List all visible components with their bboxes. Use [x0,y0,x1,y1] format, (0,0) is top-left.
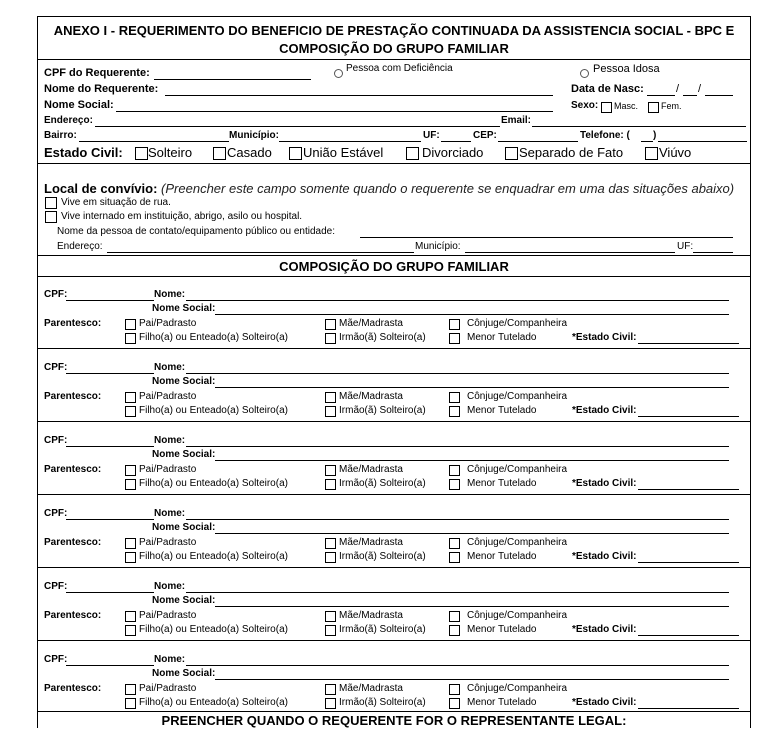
member-mae-label: Mãe/Madrasta [339,464,403,475]
member-filho-label: Filho(a) ou Enteado(a) Solteiro(a) [139,697,288,708]
convivio-endereco-field[interactable] [107,252,414,253]
member-irmao-label: Irmão(ã) Solteiro(a) [339,405,426,416]
member-nome-label: Nome: [154,435,186,446]
convivio-internado-checkbox[interactable] [45,211,57,223]
email-label: Email: [501,115,532,126]
data-separator: / [676,83,680,95]
member-mae-label: Mãe/Madrasta [339,683,403,694]
convivio-rua-label: Vive em situação de rua. [61,197,171,208]
member-menor-label: Menor Tutelado [467,478,537,489]
member-filho-checkbox[interactable] [125,698,136,709]
sexo-masc-label: Masc. [614,101,639,111]
member-filho-checkbox[interactable] [125,552,136,563]
member-cpf-field[interactable] [66,592,154,593]
member-irmao-checkbox[interactable] [325,625,336,636]
member-mae-label: Mãe/Madrasta [339,391,403,402]
member-pai-label: Pai/Padrasto [139,464,197,475]
member-conjuge-label: Cônjuge/Companheira [467,537,568,548]
telefone-label: Telefone: ( [580,130,630,141]
sexo-fem-checkbox[interactable] [648,102,659,113]
member-irmao-label: Irmão(ã) Solteiro(a) [339,697,426,708]
member-conjuge-checkbox[interactable] [449,465,460,476]
member-irmao-checkbox[interactable] [325,698,336,709]
member-pai-checkbox[interactable] [125,392,136,403]
member-parentesco-label: Parentesco: [44,464,102,475]
member-divider [37,421,751,422]
member-nome-social-label: Nome Social: [152,449,216,460]
nome-social-label: Nome Social: [44,99,114,111]
member-nome-field[interactable] [186,519,729,520]
member-conjuge-checkbox[interactable] [449,392,460,403]
member-cpf-field[interactable] [66,665,154,666]
member-filho-label: Filho(a) ou Enteado(a) Solteiro(a) [139,332,288,343]
member-menor-label: Menor Tutelado [467,332,537,343]
data-separator: / [698,83,702,95]
telefone-ddd-field[interactable] [641,141,653,142]
member-estado-civil-field[interactable] [638,562,739,563]
divider [37,255,751,256]
endereco-field[interactable] [95,126,500,127]
member-nome-social-label: Nome Social: [152,668,216,679]
radio-deficiencia[interactable] [334,69,343,78]
estado-civil-option: Divorciado [422,145,484,160]
form-title-line2: COMPOSIÇÃO DO GRUPO FAMILIAR [279,41,509,56]
uf-field[interactable] [441,141,471,142]
member-conjuge-checkbox[interactable] [449,319,460,330]
member-nome-field[interactable] [186,300,729,301]
nome-requerente-field[interactable] [165,95,553,96]
member-nome-social-field[interactable] [215,533,729,534]
member-estado-civil-field[interactable] [638,416,739,417]
member-estado-civil-field[interactable] [638,635,739,636]
member-filho-checkbox[interactable] [125,625,136,636]
cep-label: CEP: [473,130,497,141]
member-estado-civil-label: *Estado Civil: [572,551,637,562]
member-conjuge-label: Cônjuge/Companheira [467,318,568,329]
member-mae-label: Mãe/Madrasta [339,318,403,329]
member-nome-label: Nome: [154,289,186,300]
convivio-endereco-label: Endereço: [57,241,103,252]
member-estado-civil-label: *Estado Civil: [572,624,637,635]
member-irmao-checkbox[interactable] [325,479,336,490]
uf-label: UF: [423,130,440,141]
member-cpf-field[interactable] [66,373,154,374]
radio-deficiencia-label: Pessoa com Deficiência [346,63,453,74]
member-divider [37,640,751,641]
member-estado-civil-field[interactable] [638,343,739,344]
radio-idosa-label: Pessoa Idosa [593,63,660,75]
member-nome-social-field[interactable] [215,460,729,461]
member-pai-checkbox[interactable] [125,611,136,622]
cpf-requerente-field[interactable] [154,79,311,80]
member-pai-checkbox[interactable] [125,319,136,330]
estado-civil-option: Casado [227,145,272,160]
member-estado-civil-label: *Estado Civil: [572,405,637,416]
member-cpf-label: CPF: [44,362,68,373]
member-divider [37,348,751,349]
member-parentesco-label: Parentesco: [44,610,102,621]
member-pai-label: Pai/Padrasto [139,318,197,329]
member-menor-checkbox[interactable] [449,479,460,490]
member-filho-checkbox[interactable] [125,406,136,417]
member-divider [37,494,751,495]
member-menor-checkbox[interactable] [449,406,460,417]
estado-civil-uniao-checkbox[interactable] [289,147,302,160]
estado-civil-option: União Estável [303,145,384,160]
member-cpf-label: CPF: [44,435,68,446]
convivio-rua-checkbox[interactable] [45,197,57,209]
divider [37,59,751,60]
estado-civil-option: Separado de Fato [519,145,624,160]
telefone-close: ) [653,130,657,141]
estado-civil-option: Solteiro [148,145,193,160]
member-parentesco-label: Parentesco: [44,683,102,694]
convivio-uf-field[interactable] [693,252,733,253]
member-conjuge-label: Cônjuge/Companheira [467,683,568,694]
member-pai-label: Pai/Padrasto [139,391,197,402]
member-irmao-label: Irmão(ã) Solteiro(a) [339,332,426,343]
estado-civil-divorciado-checkbox[interactable] [406,147,419,160]
bairro-field[interactable] [79,141,229,142]
member-irmao-label: Irmão(ã) Solteiro(a) [339,551,426,562]
form-frame [37,16,751,728]
member-parentesco-label: Parentesco: [44,318,102,329]
convivio-contato-label: Nome da pessoa de contato/equipamento público ou entidade: [57,226,335,237]
email-field[interactable] [532,126,746,127]
municipio-label: Município: [229,130,279,141]
member-nome-label: Nome: [154,654,186,665]
member-estado-civil-label: *Estado Civil: [572,332,637,343]
estado-civil-option: Viúvo [659,145,692,160]
member-parentesco-label: Parentesco: [44,391,102,402]
member-mae-label: Mãe/Madrasta [339,610,403,621]
member-pai-label: Pai/Padrasto [139,683,197,694]
convivio-hint: (Preencher este campo somente quando o requerente se enquadrar em uma das situações abaixo) [161,181,735,196]
convivio-municipio-label: Município: [415,241,461,252]
member-menor-label: Menor Tutelado [467,405,537,416]
nome-social-field[interactable] [116,111,553,112]
data-mes-field[interactable] [683,95,697,96]
member-menor-label: Menor Tutelado [467,697,537,708]
member-nome-social-label: Nome Social: [152,595,216,606]
member-nome-label: Nome: [154,508,186,519]
estado-civil-casado-checkbox[interactable] [213,147,226,160]
divider [37,163,751,164]
member-irmao-label: Irmão(ã) Solteiro(a) [339,624,426,635]
convivio-uf-label: UF: [677,241,694,252]
member-filho-checkbox[interactable] [125,333,136,344]
member-cpf-label: CPF: [44,508,68,519]
member-nome-social-label: Nome Social: [152,376,216,387]
grupo-familiar-title: COMPOSIÇÃO DO GRUPO FAMILIAR [279,259,509,274]
estado-civil-viuvo-checkbox[interactable] [645,147,658,160]
member-cpf-label: CPF: [44,581,68,592]
member-nome-label: Nome: [154,581,186,592]
member-pai-checkbox[interactable] [125,538,136,549]
member-cpf-field[interactable] [66,446,154,447]
member-nome-field[interactable] [186,665,729,666]
member-mae-label: Mãe/Madrasta [339,537,403,548]
member-parentesco-label: Parentesco: [44,537,102,548]
member-conjuge-checkbox[interactable] [449,538,460,549]
cpf-requerente-label: CPF do Requerente: [44,67,150,79]
municipio-field[interactable] [279,141,421,142]
member-mae-checkbox[interactable] [325,465,336,476]
member-nome-field[interactable] [186,373,729,374]
member-filho-label: Filho(a) ou Enteado(a) Solteiro(a) [139,405,288,416]
member-conjuge-label: Cônjuge/Companheira [467,464,568,475]
member-mae-checkbox[interactable] [325,684,336,695]
form-title-line1: ANEXO I - REQUERIMENTO DO BENEFICIO DE PRESTAÇÃO CONTINUADA DA ASSISTENCIA SOCIAL - BPC E [53,23,735,38]
convivio-internado-label: Vive internado em instituição, abrigo, asilo ou hospital. [61,211,303,222]
sexo-fem-label: Fem. [661,101,682,111]
convivio-label: Local de convívio: [44,181,158,196]
member-mae-checkbox[interactable] [325,611,336,622]
member-irmao-checkbox[interactable] [325,333,336,344]
sexo-masc-checkbox[interactable] [601,102,612,113]
member-cpf-field[interactable] [66,519,154,520]
divider [37,276,751,277]
member-menor-checkbox[interactable] [449,698,460,709]
member-conjuge-label: Cônjuge/Companheira [467,610,568,621]
nome-requerente-label: Nome do Requerente: [44,83,159,95]
member-pai-label: Pai/Padrasto [139,610,197,621]
member-pai-checkbox[interactable] [125,684,136,695]
member-irmao-checkbox[interactable] [325,406,336,417]
member-nome-field[interactable] [186,446,729,447]
member-mae-checkbox[interactable] [325,319,336,330]
member-menor-checkbox[interactable] [449,333,460,344]
data-ano-field[interactable] [705,95,733,96]
member-divider [37,567,751,568]
member-conjuge-checkbox[interactable] [449,611,460,622]
member-estado-civil-field[interactable] [638,489,739,490]
member-nome-field[interactable] [186,592,729,593]
member-cpf-field[interactable] [66,300,154,301]
bairro-label: Bairro: [44,130,77,141]
endereco-label: Endereço: [44,115,93,126]
member-filho-label: Filho(a) ou Enteado(a) Solteiro(a) [139,551,288,562]
convivio-contato-field[interactable] [360,237,733,238]
data-dia-field[interactable] [647,95,675,96]
member-filho-label: Filho(a) ou Enteado(a) Solteiro(a) [139,624,288,635]
convivio-heading [44,181,734,196]
estado-civil-separado-checkbox[interactable] [505,147,518,160]
member-mae-checkbox[interactable] [325,392,336,403]
member-menor-label: Menor Tutelado [467,624,537,635]
member-pai-label: Pai/Padrasto [139,537,197,548]
data-nasc-label: Data de Nasc: [571,83,644,95]
member-filho-checkbox[interactable] [125,479,136,490]
member-nome-social-field[interactable] [215,387,729,388]
radio-idosa[interactable] [580,69,589,78]
member-cpf-label: CPF: [44,289,68,300]
member-nome-social-field[interactable] [215,314,729,315]
member-conjuge-checkbox[interactable] [449,684,460,695]
representante-legal-title: PREENCHER QUANDO O REQUERENTE FOR O REPRESENTANTE LEGAL: [161,713,627,728]
convivio-municipio-field[interactable] [465,252,675,253]
member-filho-label: Filho(a) ou Enteado(a) Solteiro(a) [139,478,288,489]
member-nome-label: Nome: [154,362,186,373]
member-irmao-label: Irmão(ã) Solteiro(a) [339,478,426,489]
telefone-field[interactable] [658,141,747,142]
member-estado-civil-field[interactable] [638,708,739,709]
member-mae-checkbox[interactable] [325,538,336,549]
member-nome-social-field[interactable] [215,606,729,607]
member-menor-checkbox[interactable] [449,552,460,563]
member-menor-checkbox[interactable] [449,625,460,636]
estado-civil-solteiro-checkbox[interactable] [135,147,148,160]
member-nome-social-label: Nome Social: [152,303,216,314]
member-irmao-checkbox[interactable] [325,552,336,563]
member-cpf-label: CPF: [44,654,68,665]
cep-field[interactable] [498,141,578,142]
member-pai-checkbox[interactable] [125,465,136,476]
member-menor-label: Menor Tutelado [467,551,537,562]
estado-civil-label: Estado Civil: [44,145,123,160]
member-estado-civil-label: *Estado Civil: [572,697,637,708]
member-estado-civil-label: *Estado Civil: [572,478,637,489]
member-nome-social-field[interactable] [215,679,729,680]
member-conjuge-label: Cônjuge/Companheira [467,391,568,402]
sexo-label: Sexo: [571,100,599,111]
member-nome-social-label: Nome Social: [152,522,216,533]
